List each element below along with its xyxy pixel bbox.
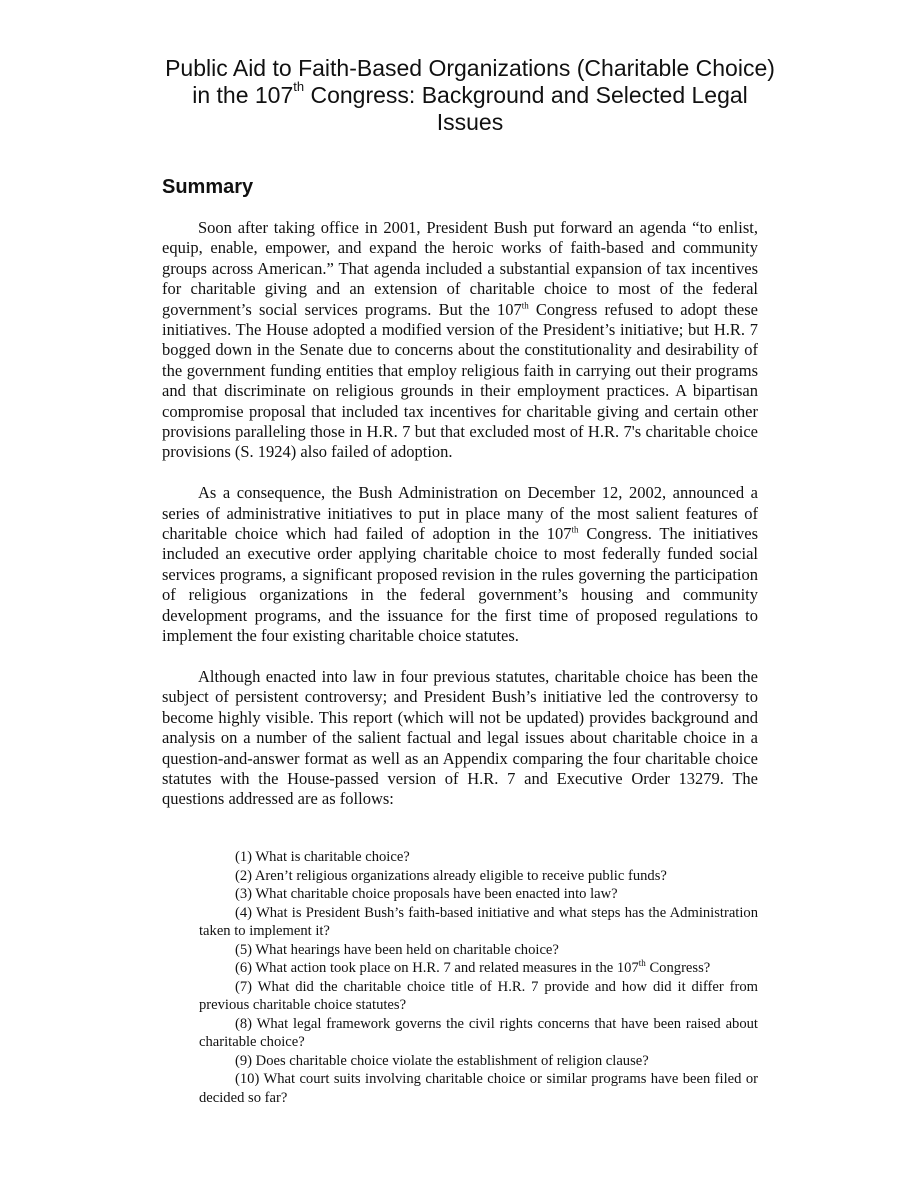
paragraph-1-text-a: Soon after taking office in 2001, President Bush put forward an agenda “to enlist, equip, enable, empower, and expand the heroic works of faith-based and community groups across American.” That agenda included a substantial expansion of tax incentives for charitable giving and an extension of charitable choice to most of the federal government’s social services programs. But the 107 <box>162 218 758 319</box>
summary-heading: Summary <box>162 176 254 198</box>
question-item-6 <box>199 959 758 978</box>
summary-paragraph-1 <box>162 218 758 463</box>
summary-paragraph-2 <box>162 483 758 646</box>
paragraph-1-text-b: Congress refused to adopt these initiatives. The House adopted a modified version of the President’s initiative; but H.R. 7 bogged down in the Senate due to concerns about the constitutionality and desirability of the government funding entities that employ religious faith in carrying out their programs and that discriminate on religious grounds in their employment practices. A bipartisan compromise proposal that included tax incentives for charitable giving and certain other provisions paralleling those in H.R. 7 but that excluded most of H.R. 7's charitable choice provisions (S. 1924) also failed of adoption. <box>162 299 758 462</box>
question-item-4: (4) What is President Bush’s faith-based initiative and what steps has the Administration taken to implement it? <box>199 904 758 939</box>
summary-paragraph-3: Although enacted into law in four previous statutes, charitable choice has been the subject of persistent controversy; and President Bush’s initiative led the controversy to become highly visible. This report (which will not be updated) provides background and analysis on a number of the salient factual and legal issues about charitable choice in a question-and-answer format as well as an Appendix comparing the four charitable choice statutes with the House-passed version of H.R. 7 and Executive Order 13279. The questions addressed are as follows: <box>162 666 758 809</box>
paragraph-2-text-a: As a consequence, the Bush Administration on December 12, 2002, announced a series of administrative initiatives to put in place many of the most salient features of charitable choice which had failed of adoption in the 107 <box>162 483 758 544</box>
paragraph-1-superscript: th <box>521 300 529 311</box>
report-title-part1: Public Aid to Faith-Based Organizations (Charitable Choice) in the 107 <box>165 55 775 108</box>
question-6-superscript: th <box>638 958 646 969</box>
question-item-8: (8) What legal framework governs the civil rights concerns that have been raised about charitable choice? <box>199 1015 758 1050</box>
summary-body <box>162 218 758 830</box>
question-6-text-a: (6) What action took place on H.R. 7 and related measures in the 107 <box>235 960 639 976</box>
question-item-7: (7) What did the charitable choice title of H.R. 7 provide and how did it differ from previous charitable choice statutes? <box>199 978 758 1013</box>
question-item-1: (1) What is charitable choice? <box>235 849 410 865</box>
question-item-5: (5) What hearings have been held on charitable choice? <box>235 941 559 958</box>
question-item-2: (2) Aren’t religious organizations already eligible to receive public funds? <box>235 867 667 884</box>
question-item-9: (9) Does charitable choice violate the establishment of religion clause? <box>235 1052 649 1069</box>
report-title-part2: Congress: Background and Selected Legal Issues <box>304 82 748 135</box>
paragraph-2-text-b: Congress. The initiatives included an executive order applying charitable choice to most federally funded social services programs, a significant proposed revision in the rules governing the participation of religious organizations in the federal government’s housing and community development programs, and the issuance for the first time of proposed regulations to implement the four existing charitable choice statutes. <box>162 524 758 646</box>
paragraph-2-superscript: th <box>571 524 579 535</box>
question-item-3: (3) What charitable choice proposals have been enacted into law? <box>235 886 618 902</box>
question-item-10: (10) What court suits involving charitable choice or similar programs have been filed or decided so far? <box>199 1071 758 1106</box>
questions-list <box>199 848 758 1107</box>
report-title-superscript: th <box>293 79 305 95</box>
question-6-text-b: Congress? <box>645 960 711 976</box>
report-title <box>160 55 780 136</box>
